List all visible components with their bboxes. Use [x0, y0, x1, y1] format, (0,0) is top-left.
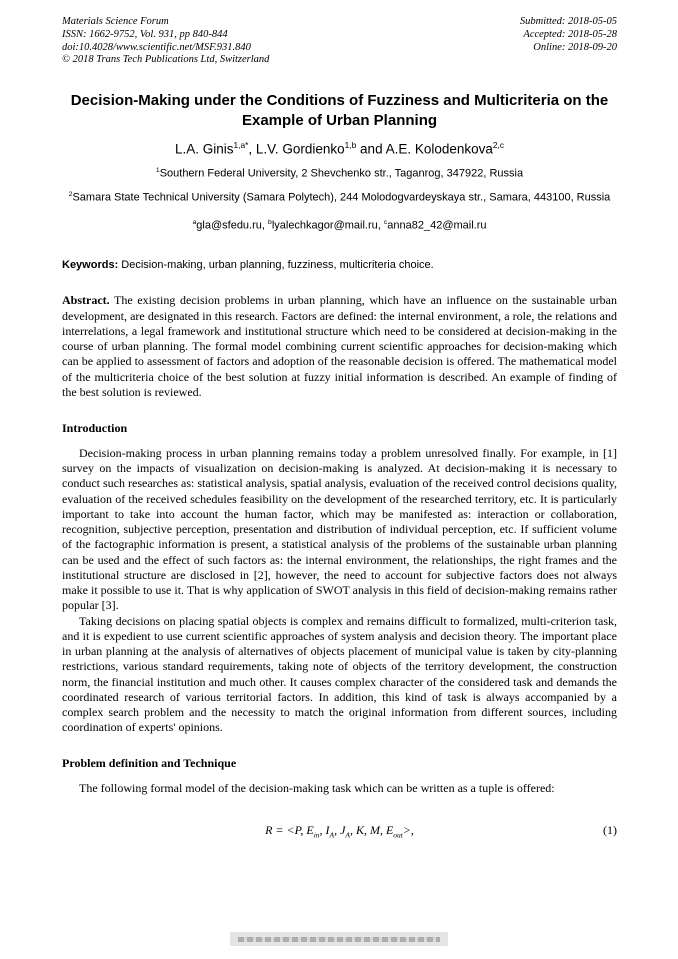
doi-line: doi:10.4028/www.scientific.net/MSF.931.840: [62, 41, 251, 53]
affiliation-1: [62, 166, 617, 182]
equation-text: , J: [334, 822, 346, 837]
author-name: and A.E. Kolodenkova: [356, 141, 493, 157]
issn-volume-line: ISSN: 1662-9752, Vol. 931, pp 840-844: [62, 28, 228, 40]
journal-name: Materials Science Forum: [62, 16, 169, 27]
affiliation-2: [62, 190, 617, 206]
equation-text: >,: [402, 822, 414, 837]
copyright-line: © 2018 Trans Tech Publications Ltd, Switzerland: [62, 54, 270, 66]
abstract: [62, 293, 617, 400]
online-date: Online: 2018-09-20: [533, 41, 617, 53]
affiliation-mark: 1: [155, 166, 160, 174]
paragraph: Taking decisions on placing spatial objects is complex and remains difficult to formalized, multi-criterion task, and it is expedient to use current scientific approaches of system analysis and decision theory. The important place in urban planning at the analysis of alternatives of objects placement of municipal value is taken by city-planning restrictions, various standard requirements, taking note of objects of the territory development, the construction norm, the financial institution and much other. It causes complex character of the considered task and demands the coordinated research of various territorial factors. In addition, this kind of task is always accompanied by a complex search problem and the necessity to match the original information from different sources, including coordination of experts' opinions.: [62, 613, 617, 735]
submitted-date: Submitted: 2018-05-05: [519, 16, 617, 27]
keywords-label: Keywords:: [62, 259, 119, 272]
equation-subscript: in: [313, 830, 320, 840]
affiliation-text: Samara State Technical University (Samara Polytech), 244 Molodogvardeyskaya str., Samara, 443100, Russia: [72, 191, 611, 204]
paragraph: The following formal model of the decision-making task which can be written as a tuple is offered:: [79, 781, 555, 796]
equation-subscript: out: [393, 830, 403, 840]
email-mark: a: [192, 218, 197, 226]
paper-title: Decision-Making under the Conditions of Fuzziness and Multicriteria on the Example of Urban Planning: [70, 92, 609, 129]
license-text-illegible: [238, 937, 440, 942]
keywords-line: [62, 259, 617, 271]
paragraph: Decision-making process in urban planning remains today a problem unresolved finally. For example, in [1] survey on the impacts of visualization on decision-making is analyzed. At decision-making it is necessary to conduct such researches as: statistical analysis, spatial analysis, evaluation of the received control decisions quality, evaluation of the received schedules feasibility on the development of the researched territory, etc. It is particularly important to take into account the human factor, which may be manifested as: interaction or collaboration, recognition, subjective perception, presentation and distribution of individual perception, etc. If sufficient volume of the factographic information is present, a statistical analysis of the problems of the sustainable urban planning can be used and the effect of such factors as: the internal environment, the relationships, the right frames and the institutional structure are disclosed in [2], however, the need to account for subjective factors does not always make it possible to use it. That is why application of SWOT analysis in this field of decision-making remains rather popular [3].: [62, 445, 617, 613]
emails-line: [62, 219, 617, 232]
authors-line: [62, 140, 617, 157]
section-heading-introduction: Introduction: [62, 420, 128, 435]
license-strip: [230, 932, 448, 946]
abstract-text: The existing decision problems in urban planning, which have an influence on the sustainable urban development, are designated in this research. Factors are defined: the internal environment, a role, the relations and interrelations, a legal framework and institutional structure which need to be considered at decision-making in the course of urban planning. The formal model combining current scientific approaches for decision-making which can be applied to assessment of factors and adoption of the reasonable decision is offered. The mathematical model of the multicriteria choice of the best solution at fuzzy initial information is described. An example of finding of the best solution is reviewed.: [62, 293, 617, 399]
equation-text: , K, M, E: [349, 822, 394, 837]
email-address: lyalechkagor@mail.ru,: [271, 219, 384, 232]
equation-subscript: A: [345, 830, 350, 840]
affiliation-text: Southern Federal University, 2 Shevchenko str., Taganrog, 347922, Russia: [159, 167, 524, 180]
masthead-right: [520, 16, 617, 67]
masthead: [62, 16, 617, 67]
equation-text: , I: [319, 822, 330, 837]
affiliation-mark: 2: [68, 191, 73, 199]
author-name: L.A. Ginis: [174, 141, 234, 157]
masthead-left: [62, 16, 269, 67]
email-mark: b: [268, 218, 272, 226]
email-mark: c: [383, 218, 388, 226]
author-affiliation-mark: 1,b: [344, 140, 357, 151]
author-affiliation-mark: 1,a*: [233, 140, 249, 151]
equation-subscript: A: [329, 830, 335, 840]
equation-text: R = <P, E: [265, 822, 314, 837]
accepted-date: Accepted: 2018-05-28: [523, 28, 617, 40]
equation-formula: [265, 822, 414, 840]
author-affiliation-mark: 2,c: [492, 140, 505, 151]
abstract-label: Abstract.: [62, 293, 110, 308]
email-address: gla@sfedu.ru,: [196, 219, 269, 232]
equation-number: (1): [603, 822, 617, 837]
keywords-text: Decision-making, urban planning, fuzziness, multicriteria choice.: [118, 259, 434, 272]
equation-row: [62, 823, 617, 839]
author-name: , L.V. Gordienko: [248, 141, 345, 157]
section-heading-problem-definition: Problem definition and Technique: [62, 756, 237, 771]
email-address: anna82_42@mail.ru: [387, 219, 487, 232]
